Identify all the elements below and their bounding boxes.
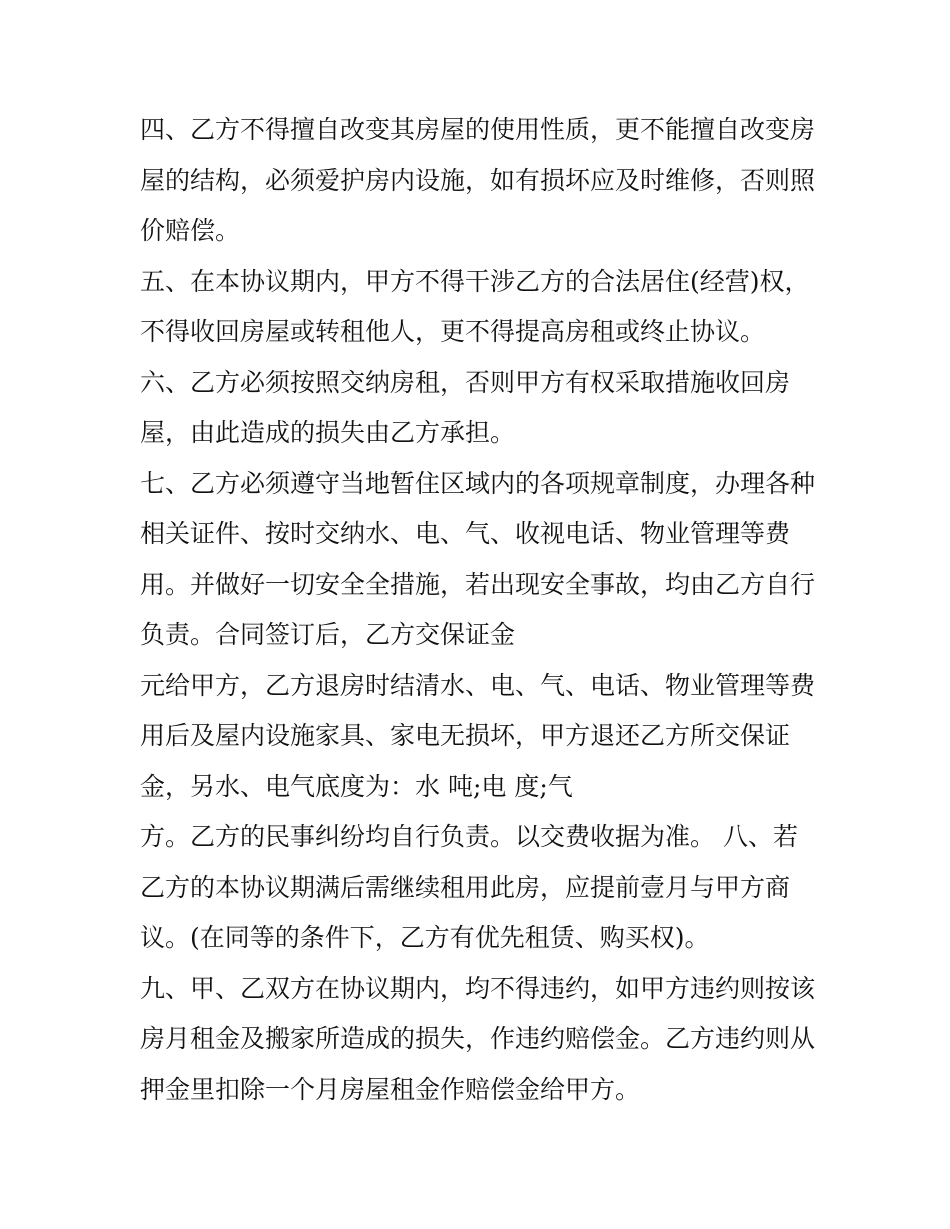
text-line-15: 方。乙方的民事纠纷均自行负责。以交费收据为准。 八、若 — [140, 822, 798, 851]
text-line-1: 四、乙方不得擅自改变其房屋的使用性质，更不能擅自改变房 — [140, 115, 816, 144]
text-line-3: 价赔偿。 — [140, 216, 241, 245]
text-line-16: 乙方的本协议期满后需继续租用此房，应提前壹月与甲方商 — [140, 872, 791, 902]
text-line-5: 不得收回房屋或转租他人，更不得提高房租或终止协议。 — [140, 317, 766, 346]
text-line-7: 屋，由此造成的损失由乙方承担。 — [140, 418, 516, 447]
contract-text — [140, 105, 830, 1115]
text-line-11: 负责。合同签订后，乙方交保证金 — [140, 620, 516, 649]
text-line-17: 议。(在同等的条件下，乙方有优先租赁、购买权)。 — [140, 923, 710, 952]
text-line-2: 屋的结构，必须爱护房内设施，如有损坏应及时维修，否则照 — [140, 165, 816, 195]
text-line-13: 用后及屋内设施家具、家电无损坏，甲方退还乙方所交保证 — [140, 721, 791, 750]
text-line-8: 七、乙方必须遵守当地暂住区域内的各项规章制度，办理各种 — [140, 468, 816, 498]
text-line-18: 九、甲、乙双方在协议期内，均不得违约，如甲方违约则按该 — [140, 973, 816, 1003]
text-line-10: 用。并做好一切安全全措施，若出现安全事故，均由乙方自行 — [140, 569, 816, 599]
text-line-20: 押金里扣除一个月房屋租金作赔偿金给甲方。 — [140, 1074, 641, 1104]
text-line-12: 元给甲方，乙方退房时结清水、电、气、电话、物业管理等费 — [140, 670, 816, 700]
text-line-4: 五、在本协议期内，甲方不得干涉乙方的合法居住(经营)权， — [140, 266, 810, 296]
text-line-6: 六、乙方必须按照交纳房租，否则甲方有权采取措施收回房 — [140, 367, 791, 397]
text-line-14: 金，另水、电气底度为：水 吨;电 度;气 — [140, 771, 573, 801]
text-line-19: 房月租金及搬家所造成的损失，作违约赔偿金。乙方违约则从 — [140, 1024, 816, 1053]
text-line-9: 相关证件、按时交纳水、电、气、收视电话、物业管理等费 — [140, 519, 791, 548]
